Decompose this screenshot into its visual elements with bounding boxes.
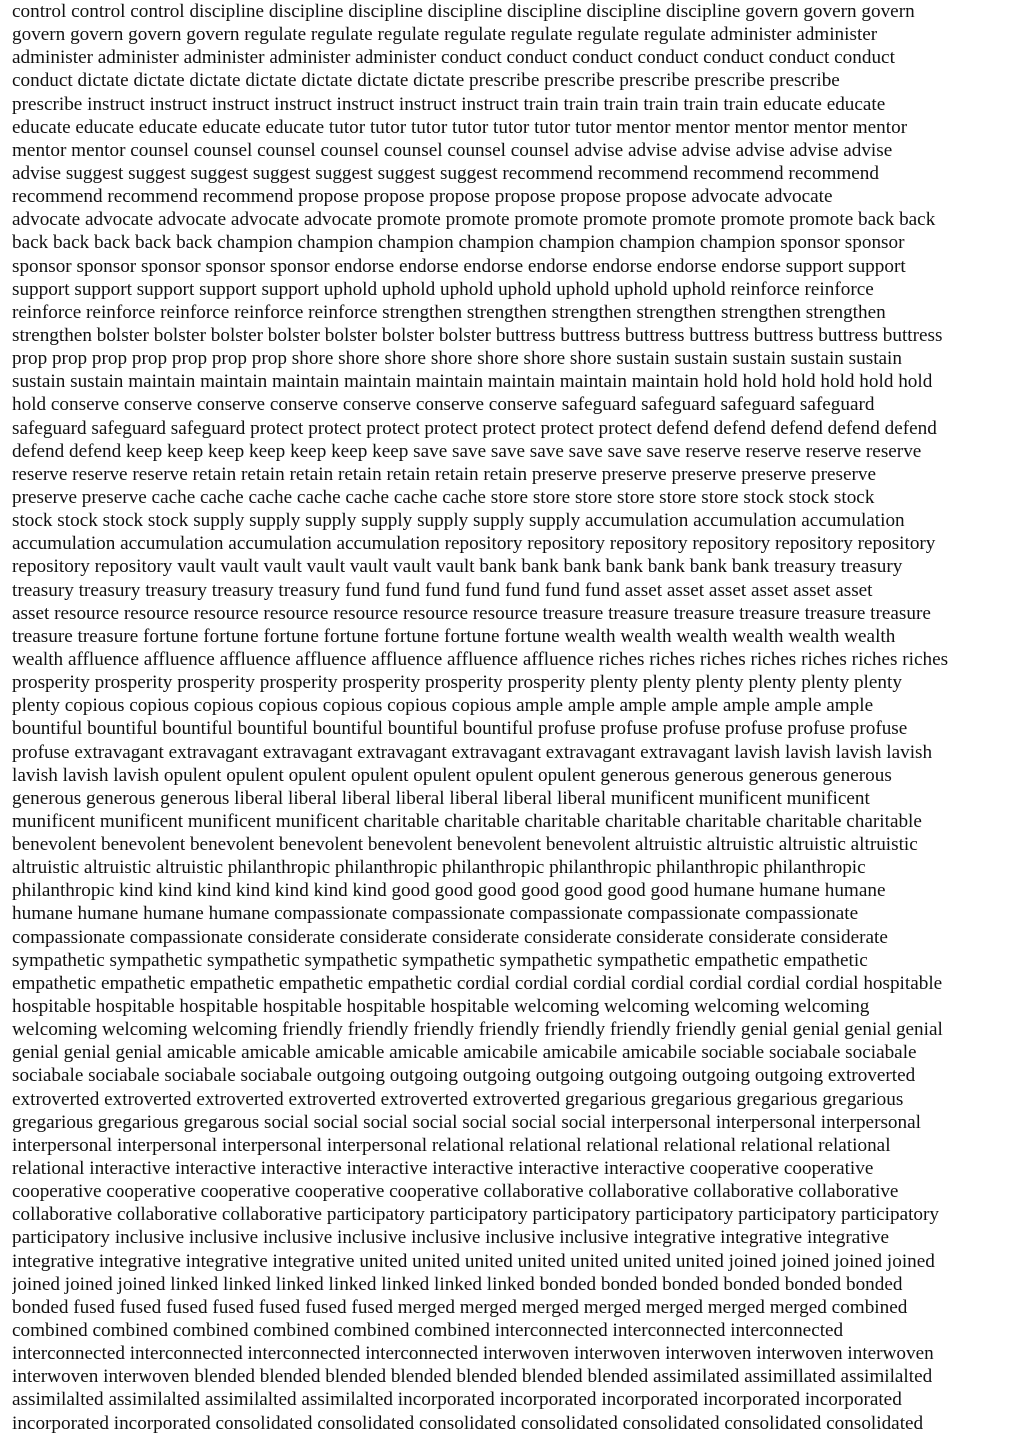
text-line: safeguard safeguard safeguard protect protect protect protect protect protect protect defend defend defend defend defend [12, 417, 937, 439]
text-line: extroverted extroverted extroverted extroverted extroverted extroverted gregarious gregarious gregarious gregarious [12, 1088, 904, 1110]
text-line: integrative integrative integrative integrative united united united united united united united joined joined joined joined [12, 1250, 935, 1272]
text-line: interpersonal interpersonal interpersonal interpersonal relational relational relational relational relational relational [12, 1134, 891, 1156]
text-line: sponsor sponsor sponsor sponsor sponsor endorse endorse endorse endorse endorse endorse endorse support support [12, 255, 906, 277]
text-line: sociabale sociabale sociabale sociabale outgoing outgoing outgoing outgoing outgoing outgoing outgoing extroverted [12, 1065, 916, 1087]
text-line: generous generous generous liberal liberal liberal liberal liberal liberal liberal munificent munificent munificent [12, 787, 870, 809]
text-line: benevolent benevolent benevolent benevolent benevolent benevolent benevolent altruistic altruistic altruistic altruistic [12, 834, 918, 856]
text-line: asset resource resource resource resource resource resource resource treasure treasure treasure treasure treasure treasure [12, 602, 931, 624]
text-line: reinforce reinforce reinforce reinforce reinforce strengthen strengthen strengthen strengthen strengthen strengthen [12, 301, 886, 323]
text-line: prop prop prop prop prop prop prop shore shore shore shore shore shore shore sustain sustain sustain sustain sustain [12, 348, 902, 370]
text-line: prosperity prosperity prosperity prosperity prosperity prosperity prosperity plenty plenty plenty plenty plenty plenty [12, 672, 902, 694]
text-line: sympathetic sympathetic sympathetic sympathetic sympathetic sympathetic sympathetic empathetic empathetic [12, 949, 868, 971]
text-line: hospitable hospitable hospitable hospitable hospitable hospitable welcoming welcoming welcoming welcoming [12, 996, 870, 1018]
text-line: empathetic empathetic empathetic empathetic empathetic cordial cordial cordial cordial cordial cordial cordial hospitable [12, 972, 943, 994]
text-line: wealth affluence affluence affluence affluence affluence affluence affluence riches riches riches riches riches riches riches [12, 648, 949, 670]
text-line: educate educate educate educate educate tutor tutor tutor tutor tutor tutor tutor mentor mentor mentor mentor mentor [12, 116, 908, 138]
text-line: stock stock stock stock supply supply supply supply supply supply supply accumulation accumulation accumulation [12, 510, 905, 532]
text-line: relational interactive interactive interactive interactive interactive interactive interactive cooperative cooperative [12, 1158, 874, 1180]
text-line: hold conserve conserve conserve conserve conserve conserve conserve safeguard safeguard safeguard safeguard [12, 394, 875, 416]
text-line: philanthropic kind kind kind kind kind kind kind good good good good good good good humane humane humane [12, 880, 886, 902]
text-line: recommend recommend recommend propose propose propose propose propose propose advocate advocate [12, 186, 833, 208]
text-line: joined joined joined linked linked linked linked linked linked linked bonded bonded bonded bonded bonded bonded [12, 1273, 903, 1295]
text-line: plenty copious copious copious copious copious copious copious ample ample ample ample ample ample ample [12, 695, 874, 717]
text-line: combined combined combined combined combined combined interconnected interconnected interconnected [12, 1320, 844, 1342]
text-line: govern govern govern govern regulate regulate regulate regulate regulate regulate regulate administer administer [12, 24, 878, 46]
text-line: collaborative collaborative collaborative participatory participatory participatory participatory participatory participatory [12, 1204, 939, 1226]
text-line: conduct dictate dictate dictate dictate dictate dictate dictate prescribe prescribe prescribe prescribe prescribe [12, 70, 840, 92]
text-line: preserve preserve cache cache cache cache cache cache cache store store store store store store stock stock stock [12, 486, 875, 508]
text-line: interwoven interwoven blended blended blended blended blended blended blended assimilated assimillated assimilalted [12, 1366, 933, 1388]
text-line: repository repository vault vault vault vault vault vault vault bank bank bank bank bank bank bank treasury treasury [12, 556, 903, 578]
text-line: compassionate compassionate considerate considerate considerate considerate considerate considerate considerate [12, 926, 888, 948]
text-line: humane humane humane humane compassionate compassionate compassionate compassionate compassionate [12, 903, 859, 925]
text-line: accumulation accumulation accumulation accumulation repository repository repository repository repository repository [12, 533, 936, 555]
text-line: mentor mentor counsel counsel counsel counsel counsel counsel counsel advise advise advise advise advise advise [12, 139, 893, 161]
text-line: defend defend keep keep keep keep keep keep keep save save save save save save save reserve reserve reserve reserve [12, 440, 922, 462]
text-line: administer administer administer administer administer conduct conduct conduct conduct conduct conduct conduct [12, 47, 895, 69]
text-line: gregarious gregarious gregarous social social social social social social social interpersonal interpersonal interpersonal [12, 1111, 921, 1133]
text-line: cooperative cooperative cooperative cooperative cooperative collaborative collaborative collaborative collaborative [12, 1181, 899, 1203]
text-line: participatory inclusive inclusive inclusive inclusive inclusive inclusive inclusive integrative integrative integrative [12, 1227, 890, 1249]
text-line: advocate advocate advocate advocate advocate promote promote promote promote promote promote promote back back [12, 209, 936, 231]
text-line: sustain sustain maintain maintain maintain maintain maintain maintain maintain maintain hold hold hold hold hold hold [12, 371, 933, 393]
text-line: munificent munificent munificent munificent charitable charitable charitable charitable charitable charitable charitable [12, 810, 922, 832]
text-line: altruistic altruistic altruistic philanthropic philanthropic philanthropic philanthropic philanthropic philanthropic [12, 857, 866, 879]
text-line: welcoming welcoming welcoming friendly friendly friendly friendly friendly friendly friendly genial genial genial genial [12, 1019, 943, 1041]
document-body [12, 0, 1016, 1435]
text-line: incorporated incorporated consolidated consolidated consolidated consolidated consolidated consolidated consolidated [12, 1412, 924, 1434]
text-line: interconnected interconnected interconnected interconnected interwoven interwoven interwoven interwoven interwoven [12, 1343, 934, 1365]
text-line: bonded fused fused fused fused fused fused fused merged merged merged merged merged merged merged combined [12, 1296, 908, 1318]
text-line: treasury treasury treasury treasury treasury fund fund fund fund fund fund fund asset asset asset asset asset asset [12, 579, 873, 601]
text-line: lavish lavish lavish opulent opulent opulent opulent opulent opulent opulent generous generous generous generous [12, 764, 892, 786]
text-line: back back back back back champion champion champion champion champion champion champion sponsor sponsor [12, 232, 905, 254]
text-line: assimilalted assimilalted assimilalted assimilalted incorporated incorporated incorporated incorporated incorporated [12, 1389, 902, 1411]
text-line: support support support support support uphold uphold uphold uphold uphold uphold uphold reinforce reinforce [12, 278, 874, 300]
text-line: reserve reserve reserve retain retain retain retain retain retain retain preserve preserve preserve preserve preserve [12, 463, 876, 485]
text-line: control control control discipline discipline discipline discipline discipline discipline discipline govern govern govern [12, 1, 915, 22]
text-line: strengthen bolster bolster bolster bolster bolster bolster bolster buttress buttress buttress buttress buttress buttress buttress [12, 324, 943, 346]
text-line: genial genial genial amicable amicable amicable amicable amicabile amicabile amicabile sociable sociabale sociabale [12, 1042, 917, 1064]
text-line: prescribe instruct instruct instruct instruct instruct instruct instruct train train train train train train educate educate [12, 93, 886, 115]
text-line: treasure treasure fortune fortune fortune fortune fortune fortune fortune wealth wealth wealth wealth wealth wealth [12, 625, 896, 647]
text-line: advise suggest suggest suggest suggest suggest suggest suggest recommend recommend recommend recommend [12, 162, 879, 184]
text-line: bountiful bountiful bountiful bountiful bountiful bountiful bountiful profuse profuse profuse profuse profuse profuse [12, 718, 908, 740]
text-line: profuse extravagant extravagant extravagant extravagant extravagant extravagant extravagant lavish lavish lavish lavish [12, 741, 933, 763]
